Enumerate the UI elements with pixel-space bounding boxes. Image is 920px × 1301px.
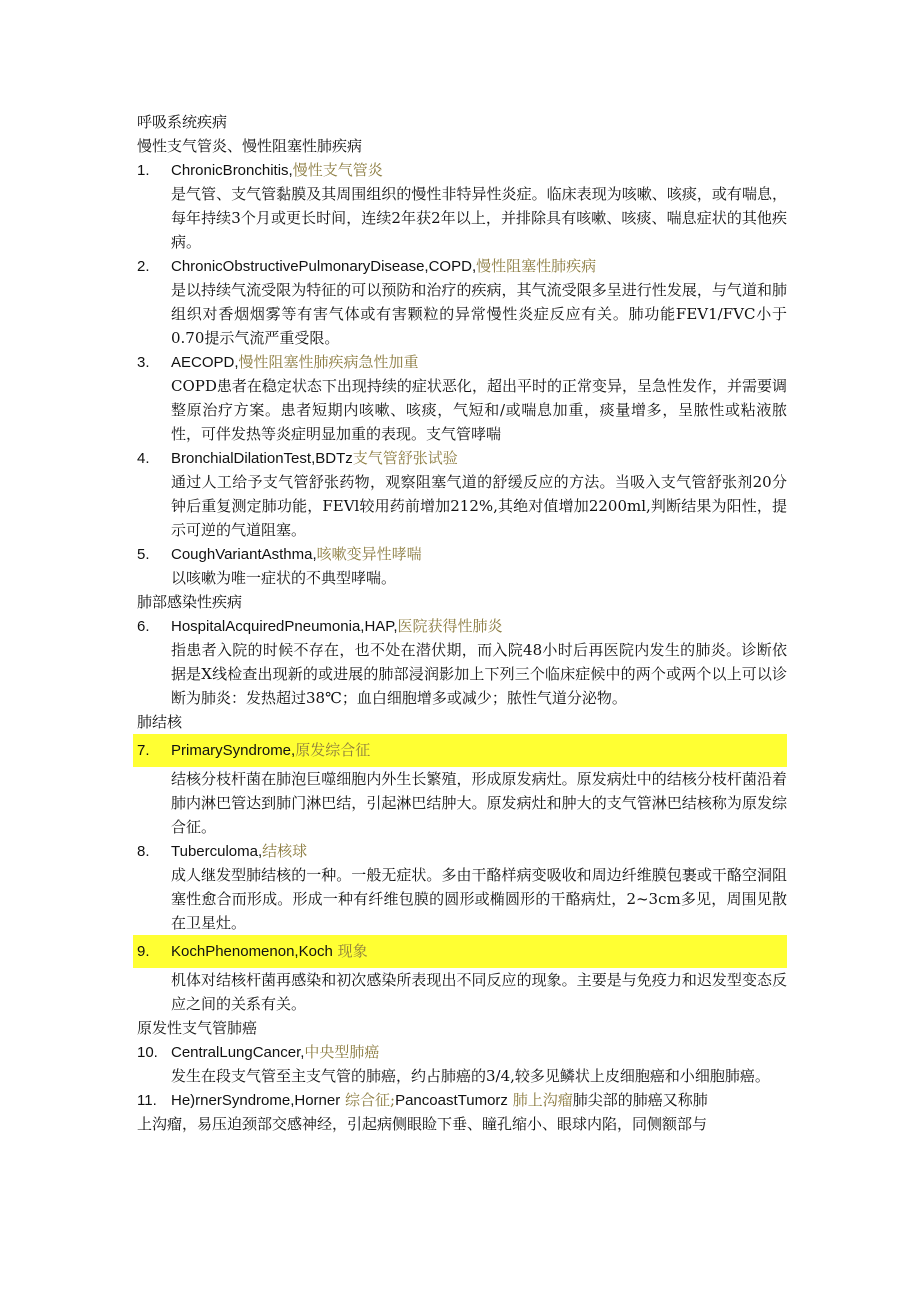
section-title: 呼吸系统疾病 (137, 113, 228, 131)
item-number: 11. (137, 1092, 157, 1109)
item-number: 3. (137, 354, 150, 371)
term-english: ChronicObstructivePulmonaryDisease,COPD, (171, 258, 477, 275)
list-item (137, 1088, 787, 1136)
term-english: AECOPD, (171, 354, 239, 371)
term-english: HospitalAcquiredPneumonia,HAP, (171, 618, 398, 635)
term-english: Tuberculoma, (171, 843, 263, 860)
term-english: CoughVariantAsthma, (171, 546, 317, 563)
term-definition: 上沟瘤，易压迫颈部交感神经，引起病侧眼睑下垂、瞳孔缩小、眼球内陷，同侧额部与 (137, 1115, 708, 1133)
list-item (137, 839, 787, 935)
highlighted-heading (133, 935, 787, 968)
term-chinese: 综合征; (345, 1091, 396, 1109)
item-number: 4. (137, 450, 150, 467)
term-english: PrimarySyndrome, (171, 742, 296, 759)
item-number: 6. (137, 618, 150, 635)
item-number: 1. (137, 162, 150, 179)
term-definition: 发生在段支气管至主支气管的肺癌，约占肺癌的3/4,较多见鳞状上皮细胞癌和小细胞肺癌。 (171, 1067, 770, 1085)
list-item (137, 734, 787, 839)
list-item (137, 935, 787, 1016)
term-chinese: 慢性阻塞性肺疾病 (476, 257, 597, 275)
term-chinese: 中央型肺癌 (304, 1043, 380, 1061)
term-english-2: PancoastTumorz (395, 1092, 508, 1109)
section-title: 肺部感染性疾病 (137, 593, 243, 611)
item-number: 10. (137, 1044, 158, 1061)
term-chinese-2: 肺上沟瘤 (512, 1091, 573, 1109)
term-definition: 是气管、支气管黏膜及其周围组织的慢性非特异性炎症。临床表现为咳嗽、咳痰，或有喘息，每年持续3个月或更长时间，连续2年获2年以上，并排除具有咳嗽、咳痰、喘息症状的其他疾病。 (171, 185, 787, 251)
section-title: 慢性支气管炎、慢性阻塞性肺疾病 (137, 137, 363, 155)
item-number: 5. (137, 546, 150, 563)
term-definition: 以咳嗽为唯一症状的不典型哮喘。 (171, 569, 397, 587)
term-chinese: 原发综合征 (295, 741, 371, 759)
highlighted-heading (133, 734, 787, 767)
term-english: CentralLungCancer, (171, 1044, 305, 1061)
term-chinese: 慢性阻塞性肺疾病急性加重 (238, 353, 419, 371)
item-number: 2. (137, 258, 150, 275)
term-english: ChronicBronchitis, (171, 162, 293, 179)
term-chinese: 咳嗽变异性哮喘 (316, 545, 422, 563)
term-definition: 结核分枝杆菌在肺泡巨噬细胞内外生长繁殖，形成原发病灶。原发病灶中的结核分枝杆菌沿着肺内淋巴管达到肺门淋巴结，引起淋巴结肿大。原发病灶和肿大的支气管淋巴结核称为原发综合征。 (171, 770, 787, 836)
term-english: BronchialDilationTest,BDTz (171, 450, 353, 467)
term-english: He)rnerSyndrome,Horner (171, 1092, 341, 1109)
list-item (137, 1040, 787, 1088)
list-item (137, 446, 787, 542)
section-title: 原发性支气管肺癌 (137, 1019, 258, 1037)
term-definition-start: 肺尖部的肺癌又称肺 (572, 1091, 708, 1109)
list-item (137, 614, 787, 710)
term-definition: 机体对结核杆菌再感染和初次感染所表现出不同反应的现象。主要是与免疫力和迟发型变态反应之间的关系有关。 (171, 971, 787, 1013)
term-definition: COPD患者在稳定状态下出现持续的症状恶化，超出平时的正常变异，呈急性发作，并需要调整原治疗方案。患者短期内咳嗽、咳痰，气短和/或喘息加重，痰量增多，呈脓性或粘液脓性，可伴发热等炎症明显加重的表现。支气管哮喘 (171, 377, 787, 443)
term-chinese: 支气管舒张试验 (352, 449, 458, 467)
section-title: 肺结核 (137, 713, 183, 731)
term-definition: 成人继发型肺结核的一种。一般无症状。多由干酪样病变吸收和周边纤维膜包裹或干酪空洞阻塞性愈合而形成。形成一种有纤维包膜的圆形或椭圆形的干酪病灶，2~3cm多见，周围见散在卫星灶。 (171, 866, 787, 932)
term-definition: 是以持续气流受限为特征的可以预防和治疗的疾病，其气流受限多呈进行性发展，与气道和肺组织对香烟烟雾等有害气体或有害颗粒的异常慢性炎症反应有关。肺功能FEV1/FVC小于0.70提示气流严重受限。 (171, 281, 787, 347)
item-number: 8. (137, 843, 150, 860)
document-page (137, 110, 787, 1136)
list-item (137, 542, 787, 590)
term-definition: 通过人工给予支气管舒张药物，观察阻塞气道的舒缓反应的方法。当吸入支气管舒张剂20分钟后重复测定肺功能，FEVl较用药前增加212%,其绝对值增加2200ml,判断结果为阳性，提示可逆的气道阻塞。 (171, 473, 787, 539)
item-number: 7. (137, 742, 150, 759)
term-chinese: 医院获得性肺炎 (397, 617, 503, 635)
term-chinese: 现象 (337, 942, 368, 960)
item-number: 9. (137, 943, 150, 960)
term-chinese: 结核球 (262, 842, 308, 860)
list-item (137, 350, 787, 446)
list-item (137, 158, 787, 254)
term-definition: 指患者入院的时候不存在，也不处在潜伏期，而入院48小时后再医院内发生的肺炎。诊断依据是X线检查出现新的或进展的肺部浸润影加上下列三个临床症候中的两个或两个以上可以诊断为肺炎：发热超过38℃；血白细胞增多或减少；脓性气道分泌物。 (171, 641, 787, 707)
term-chinese: 慢性支气管炎 (292, 161, 383, 179)
term-english: KochPhenomenon,Koch (171, 943, 333, 960)
list-item (137, 254, 787, 350)
